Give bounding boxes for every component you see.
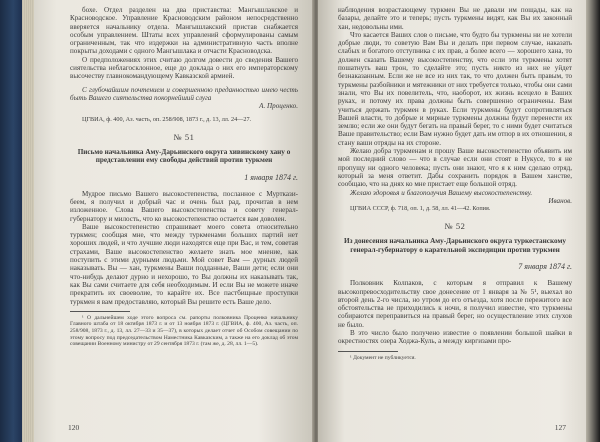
page-number: 127 — [554, 423, 566, 432]
page-number: 120 — [68, 423, 80, 432]
right-page — [318, 0, 586, 442]
left-page — [34, 0, 314, 442]
footnote: ¹ О дальнейшем ходе этого вопроса см. рапорты полковника Проценко начальнику Главного штаба от 18 октября 1873 г. и от 13 ноября 1873 г. (ЦГВИА, ф. 400, Аз. часть, оп. 258/908, 1873 г., д. 13, лл. 27—33 и 35—37), в которых делает отчет об Особом совещании по этому вопросу под председательством Наместника Кавказским, а также на его доклад об этом совещании Военному министру от 29 сентября 1873 г. (там же, д. 28, лл. 1—5). — [70, 314, 298, 348]
document-number: № 52 — [444, 221, 466, 232]
body-paragraph: Что касается Ваших слов о письме, что будто бы туркмены ни не хотели добрые люди, то советую Вам Вы и делать при первом случае, наказать слабых и богатого отступника с их прав, а более всего — хорошего хана, то должен сказать Вашему высокостепенству, что если эти туркмены хотят пошатнуть ваш трон, то сделайте это; пусть никто из них не уйдет безнаказанным. Если же не все из них так, то что должен быть правым, то туркмены разбойники и мятежники от них требуется только, чтобы они сами знали, что Вы их повелитель, что, наоборот, их жизнь всецело в Ваших руках, и потому их права должны быть совершенно ограничены. Вам учиться держать туркмен в руках. Если туркмены будут сопротивляться Вашей власти, то добрые и мирные туркмены должны будут перенести их землю; если же они будут бегать на правый берег, то с ними будет считаться Ваше правительство; если Вам нужно будет дать им отпор в их отношении, я стану ваши отряды на их стороне. — [338, 30, 572, 147]
document-date: 1 января 1874 г. — [244, 172, 298, 182]
signature-formula: С глубочайшим почтением и совершенною преданностью имею честь быть Вашего сиятельства покорнейший слуга — [70, 85, 298, 102]
document-number: № 51 — [173, 131, 195, 142]
body-paragraph: Мудрое письмо Вашего высокостепенства, посланное с Мурткази-беем, я получил и добрый час и очень был рад, прочитав в нем изложенное. Слова Вашего высокостепенства и совету генерал-губернатору и милость, что ко высокостепенство остается вам доволен. — [70, 189, 298, 223]
body-paragraph: В это число было получено известие о появлении большой шайки в окрестностях озера Ходжа-Куль, а между киргизами про- — [338, 329, 572, 346]
closing-formula: Желаю здоровья и благополучия Вашему высокостепенству. — [350, 188, 533, 197]
signature-name: А. Проценко. — [259, 102, 298, 111]
body-paragraph: Ваше высокостепенство спрашивает моего совета относительно туркмен; сообщая мне, что между туркменами больших партий нет хороших людей, и что лучшие люди находятся еще при Вас, и тем, советая страхами, Ваше высокостепенство желаете знать мое мнение, как поступить с этими дурными людьми. Мой совет Вам — дурных людей наказывать. Вы — хан, туркмены Ваши подданные, Ваши дети; если они что-нибудь делают дурно и нехорошо, то Вы должны их наказывать так, как Вы сами считаете для себя необходимым. И если Вы не можете иначе прекратить их своеволие, то карайте их. Все пастбищные проступки туркмен я вам предоставляю, который Вы решите есть Ваше дело. — [70, 222, 298, 306]
signature-name: Иванов. — [548, 196, 572, 205]
body-paragraph: Полковник Колпаков, с которым я отправил к Вашему высокопревосходительству свое донесение от 1 января за № 5¹, выехал во второй день 2-го числа, но утром до его отъезда, хотя после пережитого все обстоятельства не приходились к ночи, я получил известие, что туркмены собираются переправиться на правый берег, но осуществление этих слухов не было. — [338, 279, 572, 329]
footnote-rule — [338, 351, 398, 352]
left-top-paragraph: бохе. Отдел разделен на два приставства: Мангышлакское и Красноводское. Управление Красноводским районом непосредственно вверяется начальнику отдела. Мангышлакский пристав снабжается особым управлением. Штаты всех управлений сформулированы самым ограниченным, так что издержки на административную часть вполне покрыты доходами с одного Мангышлака и отчасти Красноводска. — [70, 6, 298, 56]
document-date: 7 января 1874 г. — [518, 262, 572, 272]
left-second-paragraph: О предположениях этих считаю долгом довести до сведения Вашего сиятельства неблагосклонное, еще до доклада о них его императорскому высочеству главнокомандующему Кавказской армией. — [70, 55, 298, 81]
document-title: Письмо начальника Аму-Дарьинского округа хивинскому хану о представлении ему свободы действий против туркмен — [77, 147, 291, 165]
footnote-rule — [70, 311, 130, 312]
document-title: Из донесения начальника Аму-Дарьинского округа туркестанскому генерал-губернатору о карательной экспедиции против туркмен — [344, 237, 566, 254]
right-top-paragraph: наблюдения возрастающему туркмен Вы не давали им пощады, как на базары, делайте это и теперь; пусть туркмены видят, как Вы их законный хан, недовольны ими. — [338, 6, 572, 31]
archive-reference: ЦГВИА, ф. 400, Аз. часть, оп. 258/908, 1873 г., д. 13, лл. 24—27. — [82, 115, 252, 123]
right-page-edge — [586, 0, 600, 442]
page-edges — [22, 0, 34, 442]
body-paragraph: Желаю добра туркменам и прошу Ваше высокостепенство объявить им мой последний слово — что в случае если они стоят в Нукусе, то я не пропущу ни одного человека; пусть они знают, что я к ним сделаю отряд, который за меня ответит. Дабы сохранить порядок в Вашем ханстве, сообщаю, что на днях ко мне пристает еще большой отряд. — [338, 147, 572, 189]
footnote: ¹ Документ не публикуется. — [350, 354, 416, 361]
archive-reference: ЦГВИА СССР, ф. 718, оп. 1, д. 58, лл. 41—42. Копия. — [350, 205, 491, 213]
book-cover-cloth — [0, 0, 22, 442]
